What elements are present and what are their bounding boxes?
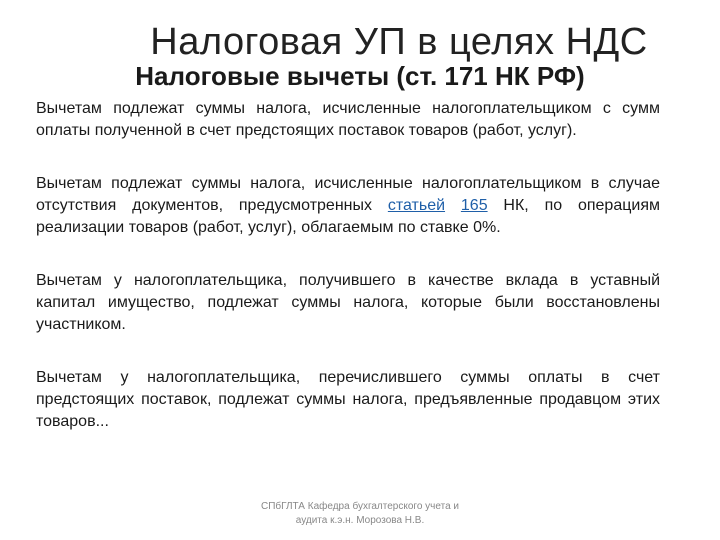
paragraph-1: Вычетам подлежат суммы налога, исчисленные налогоплательщиком с сумм оплаты полученной в счет предстоящих поставок товаров (работ, услуг). bbox=[36, 100, 660, 139]
footer-line-2: аудита к.э.н. Морозова Н.В. bbox=[295, 515, 425, 526]
paragraph-2-text-before: Вычетам подлежат суммы налога, исчисленные налогоплательщиком в случае отсутствия документов, предусмотренных bbox=[36, 175, 660, 214]
slide-footer bbox=[210, 500, 510, 528]
slide-title bbox=[0, 20, 720, 64]
paragraph-3: Вычетам у налогоплательщика, получившего в качестве вклада в уставный капитал имущество, подлежат суммы налога, которые были восстановлены участником. bbox=[36, 272, 660, 333]
link-165[interactable]: 165 bbox=[460, 197, 488, 214]
paragraph-2-text-after: НК, по операциям реализации товаров (работ, услуг), облагаемым по ставке 0%. bbox=[36, 197, 660, 236]
slide-body bbox=[36, 98, 660, 464]
slide-title-text: Налоговая УП в целях НДС bbox=[150, 21, 648, 63]
paragraph-4: Вычетам у налогоплательщика, перечислившего суммы оплаты в счет предстоящих поставок, подлежат суммы налога, предъявленные продавцом этих товаров... bbox=[36, 369, 660, 430]
link-statya[interactable]: статьей bbox=[387, 197, 446, 214]
slide-subtitle: Налоговые вычеты (ст. 171 НК РФ) bbox=[135, 61, 585, 91]
paragraph-2 bbox=[36, 173, 660, 239]
footer-line-1: СПбГЛТА Кафедра бухгалтерского учета и bbox=[260, 501, 460, 512]
